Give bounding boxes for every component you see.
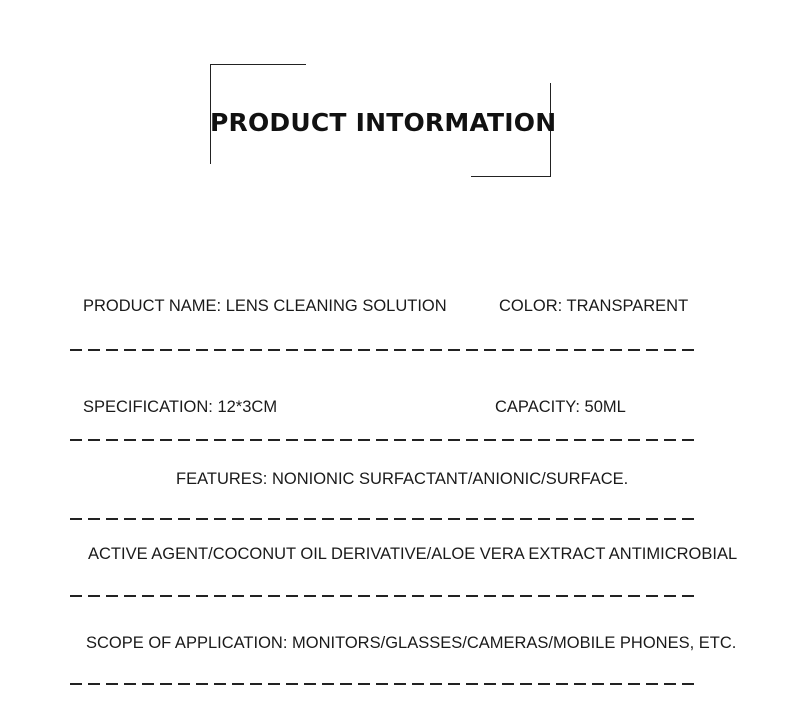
color-text: COLOR: TRANSPARENT	[499, 297, 689, 315]
page-title: PRODUCT INTORMATION	[210, 108, 557, 137]
frame-corner-top-left-horizontal	[210, 64, 306, 65]
dashed-divider	[70, 518, 694, 520]
product-name-text: PRODUCT NAME: LENS CLEANING SOLUTION	[83, 297, 447, 315]
dashed-divider	[70, 595, 694, 597]
features-text: FEATURES: NONIONIC SURFACTANT/ANIONIC/SURFACE.	[176, 470, 629, 488]
dashed-divider	[70, 439, 694, 441]
scope-text: SCOPE OF APPLICATION: MONITORS/GLASSES/CAMERAS/MOBILE PHONES, ETC.	[86, 634, 737, 652]
active-agent-text: ACTIVE AGENT/COCONUT OIL DERIVATIVE/ALOE VERA EXTRACT ANTIMICROBIAL	[88, 545, 738, 563]
frame-corner-bottom-right-horizontal	[471, 176, 551, 177]
specification-text: SPECIFICATION: 12*3CM	[83, 398, 278, 416]
title-frame	[210, 64, 557, 177]
capacity-text: CAPACITY: 50ML	[495, 398, 626, 416]
dashed-divider	[70, 349, 694, 351]
dashed-divider	[70, 683, 694, 685]
